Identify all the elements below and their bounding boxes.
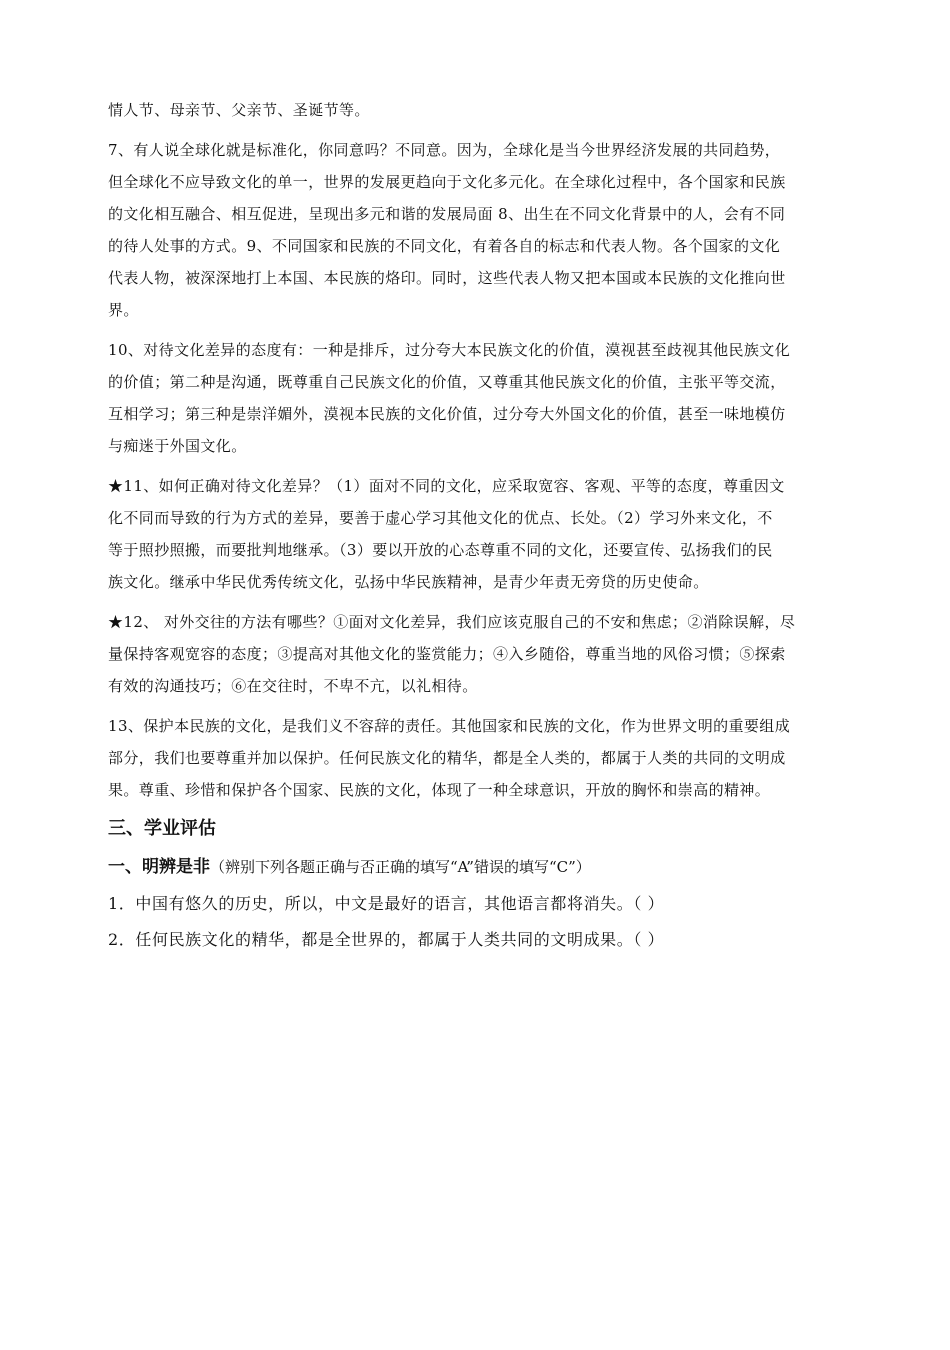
paragraph-13 <box>108 710 870 806</box>
text-line: 部分，我们也要尊重并加以保护。任何民族文化的精华，都是全人类的，都属于人类的共同的文明成 <box>108 749 786 767</box>
text-line: 但全球化不应导致文化的单一，世界的发展更趋向于文化多元化。在全球化过程中，各个国家和民族 <box>108 173 786 191</box>
text-line: ★12、 对外交往的方法有哪些？①面对文化差异，我们应该克服自己的不安和焦虑；②消除误解，尽 <box>108 613 796 631</box>
text-line: 化不同而导致的行为方式的差异，要善于虚心学习其他文化的优点、长处。（2）学习外来文化，不 <box>108 509 773 527</box>
text-line: 情人节、母亲节、父亲节、圣诞节等。 <box>108 101 370 119</box>
document-page <box>108 94 870 960</box>
paragraph-12 <box>108 606 870 702</box>
question-item: 2．任何民族文化的精华，都是全世界的，都属于人类共同的文明成果。（ ） <box>108 930 665 949</box>
paragraph-intro <box>108 94 870 126</box>
text-line: ★11、如何正确对待文化差异？（1）面对不同的文化，应采取宽容、客观、平等的态度，尊重因文 <box>108 477 785 495</box>
subsection-heading <box>108 852 870 882</box>
text-line: 的价值；第二种是沟通，既尊重自己民族文化的价值，又尊重其他民族文化的价值，主张平等交流， <box>108 373 786 391</box>
paragraph-11 <box>108 470 870 598</box>
text-line: 果。尊重、珍惜和保护各个国家、民族的文化，体现了一种全球意识，开放的胸怀和崇高的精神。 <box>108 781 771 799</box>
text-line: 等于照抄照搬，而要批判地继承。（3）要以开放的心态尊重不同的文化，还要宣传、弘扬我们的民 <box>108 541 773 559</box>
text-line: 的待人处事的方式。9、不同国家和民族的不同文化，有着各自的标志和代表人物。各个国家的文化 <box>108 237 781 255</box>
text-line: 代表人物，被深深地打上本国、本民族的烙印。同时，这些代表人物又把本国或本民族的文化推向世 <box>108 269 786 287</box>
text-line: 的文化相互融合、相互促进，呈现出多元和谐的发展局面 8、出生在不同文化背景中的人，会有不同 <box>108 205 786 223</box>
text-line: 13、保护本民族的文化，是我们义不容辞的责任。其他国家和民族的文化，作为世界文明的重要组成 <box>108 717 791 735</box>
text-line: 有效的沟通技巧；⑥在交往时，不卑不亢，以礼相待。 <box>108 677 478 695</box>
subsection-title: 一、明辨是非 <box>108 857 210 877</box>
paragraph-7 <box>108 134 870 326</box>
text-line: 互相学习；第三种是崇洋媚外，漠视本民族的文化价值，过分夸大外国文化的价值，甚至一味地模仿 <box>108 405 786 423</box>
question-item: 1．中国有悠久的历史，所以，中文是最好的语言，其他语言都将消失。（ ） <box>108 894 665 913</box>
text-line: 10、对待文化差异的态度有：一种是排斥，过分夸大本民族文化的价值，漠视甚至歧视其他民族文化 <box>108 341 791 359</box>
text-line: 界。 <box>108 301 139 319</box>
text-line: 族文化。继承中华民优秀传统文化，弘扬中华民族精神，是青少年责无旁贷的历史使命。 <box>108 573 709 591</box>
text-line: 7、有人说全球化就是标准化，你同意吗？不同意。因为，全球化是当今世界经济发展的共同趋势， <box>108 141 781 159</box>
subsection-instruction: （辨别下列各题正确与否正确的填写“A”错误的填写“C”） <box>210 858 591 876</box>
text-line: 与痴迷于外国文化。 <box>108 437 247 455</box>
text-line: 量保持客观宽容的态度；③提高对其他文化的鉴赏能力；④入乡随俗，尊重当地的风俗习惯；⑤探索 <box>108 645 786 663</box>
paragraph-10 <box>108 334 870 462</box>
section-heading: 三、学业评估 <box>108 818 216 839</box>
